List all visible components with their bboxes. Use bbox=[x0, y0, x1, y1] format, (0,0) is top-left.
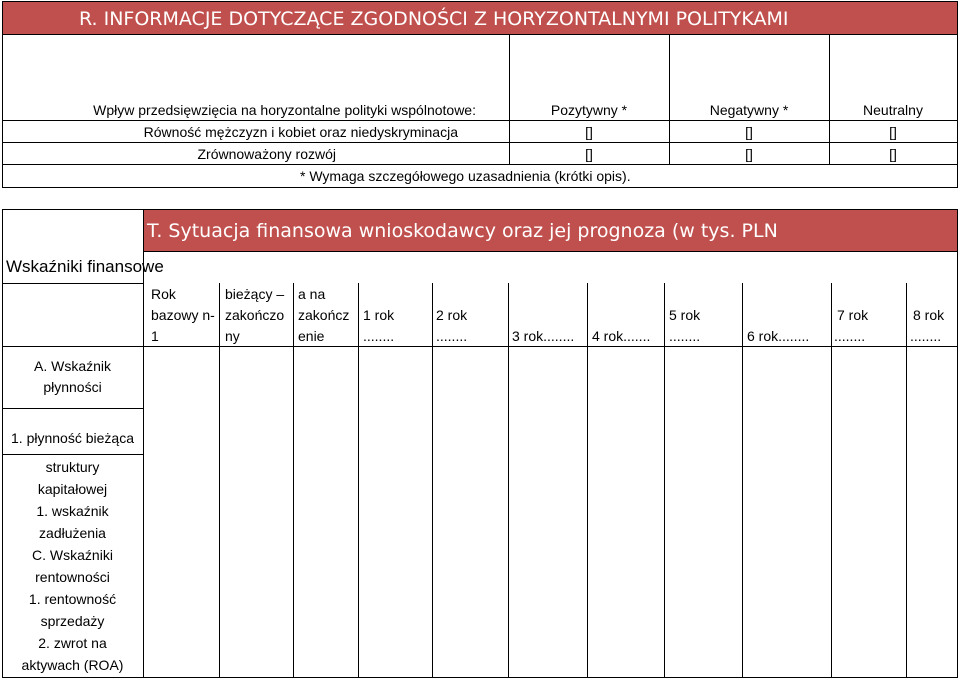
t-line bbox=[2, 408, 143, 409]
r-row-label-header: Wpływ przedsięwzięcia na horyzontalne polityki wspólnotowe: bbox=[93, 102, 476, 118]
r-line bbox=[2, 187, 958, 188]
t-side-title: Wskaźniki finansowe bbox=[6, 257, 164, 276]
t-line bbox=[143, 252, 144, 678]
r-row-label: Zrównoważony rozwój bbox=[197, 146, 336, 162]
t-line bbox=[587, 283, 588, 678]
t-line bbox=[2, 209, 143, 210]
t-col-4-rok: 4 rok....... bbox=[592, 328, 651, 344]
r-checkbox[interactable]: [] bbox=[585, 124, 593, 140]
t-line bbox=[957, 252, 958, 678]
t-col-8-rok: 8 rok ........ bbox=[910, 307, 945, 344]
t-line bbox=[2, 454, 143, 455]
t-col-7-rok: 7 rok ........ bbox=[834, 307, 869, 344]
r-col-pozytywny: Pozytywny * bbox=[550, 102, 628, 118]
t-row-wskaznik-plynnosci: A. Wskaźnik płynności bbox=[33, 358, 111, 395]
r-line bbox=[2, 142, 958, 143]
r-line bbox=[2, 164, 958, 165]
t-col-na-zakonczenie: a na zakończ enie bbox=[298, 286, 350, 344]
r-row-label: Równość mężczyzn i kobiet oraz niedyskryminacja bbox=[143, 124, 458, 140]
t-col-1-rok: 1 rok ........ bbox=[363, 307, 395, 344]
r-footnote: * Wymaga szczegółowego uzasadnienia (krótki opis). bbox=[300, 168, 631, 184]
t-col-biezacy: bieżący – zakończo ny bbox=[225, 286, 285, 344]
t-line bbox=[2, 346, 958, 347]
t-col-3-rok: 3 rok........ bbox=[512, 328, 575, 344]
t-col-6-rok: 6 rok........ bbox=[747, 328, 810, 344]
r-checkbox[interactable]: [] bbox=[889, 146, 897, 162]
r-checkbox[interactable]: [] bbox=[889, 124, 897, 140]
r-col-neutralny: Neutralny bbox=[863, 102, 923, 118]
t-line bbox=[508, 283, 509, 678]
r-checkbox[interactable]: [] bbox=[585, 146, 593, 162]
t-line bbox=[2, 283, 143, 284]
section-t-title: T. Sytuacja finansowa wnioskodawcy oraz jej prognoza (w tys. PLN bbox=[143, 209, 958, 252]
t-row-group: struktury kapitałowej 1. wskaźnik zadłużenia C. Wskaźniki rentowności 1. rentowność sprzedaży 2. zwrot na aktywach (ROA) bbox=[21, 459, 124, 673]
section-r-title: R. INFORMACJE DOTYCZĄCE ZGODNOŚCI Z HORYZONTALNYMI POLITYKAMI bbox=[2, 1, 958, 35]
t-line bbox=[293, 283, 294, 678]
t-col-2-rok: 2 rok ........ bbox=[436, 307, 468, 344]
t-line bbox=[358, 283, 359, 678]
t-row-plynnosc-biezaca: 1. płynność bieżąca bbox=[11, 430, 134, 446]
r-checkbox[interactable]: [] bbox=[745, 146, 753, 162]
r-col-negatywny: Negatywny * bbox=[709, 102, 789, 118]
t-line bbox=[432, 283, 433, 678]
r-line bbox=[2, 35, 3, 188]
t-line bbox=[742, 283, 743, 678]
t-line bbox=[906, 283, 907, 678]
t-col-rok-bazowy: Rok bazowy n- 1 bbox=[151, 286, 215, 344]
t-line bbox=[831, 283, 832, 678]
r-line bbox=[957, 35, 958, 188]
t-col-5-rok: 5 rok ........ bbox=[669, 307, 701, 344]
t-line bbox=[664, 283, 665, 678]
r-checkbox[interactable]: [] bbox=[745, 124, 753, 140]
t-line bbox=[219, 283, 220, 678]
r-line bbox=[2, 120, 958, 121]
